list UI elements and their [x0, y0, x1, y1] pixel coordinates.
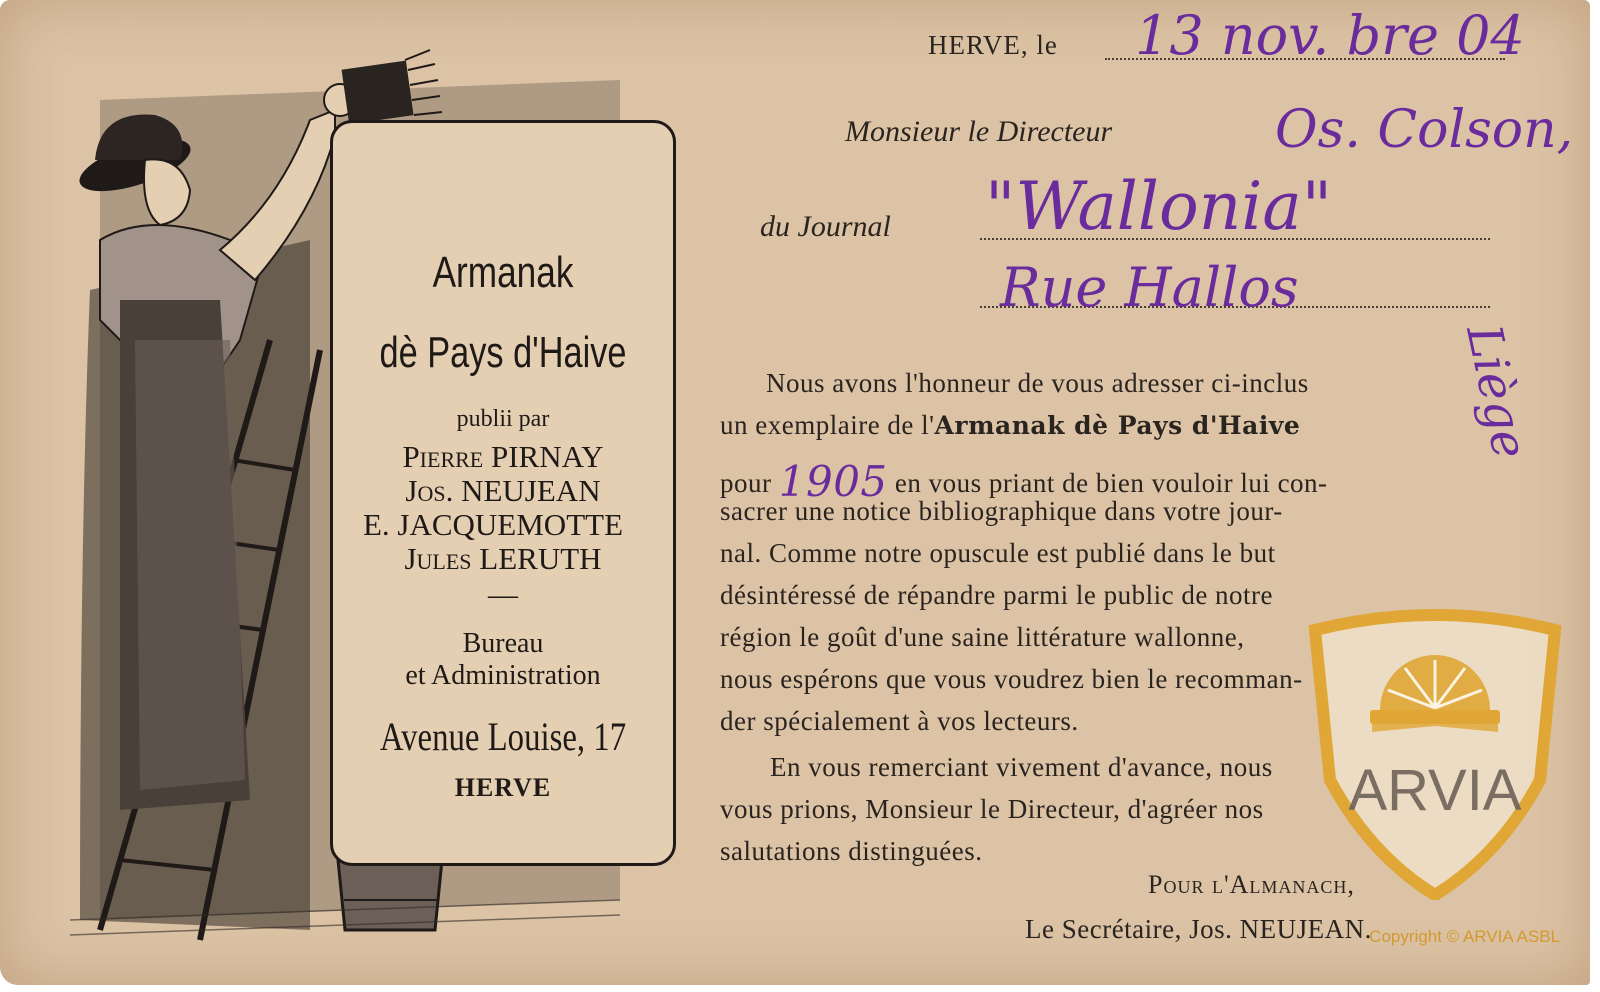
arvia-shield-logo — [1300, 600, 1570, 900]
recipient-title-label: Monsieur le Directeur — [845, 115, 1113, 148]
body-line — [720, 453, 1328, 506]
handwritten-recipient-name: Os. Colson, — [1275, 100, 1574, 160]
poster-title: Armanak — [432, 248, 574, 297]
poster-author: Jules LERUTH — [404, 541, 602, 576]
body-line-text: un exemplaire de l' — [720, 410, 935, 440]
handwritten-street: Rue Hallos — [1000, 256, 1299, 319]
poster-sheet — [330, 120, 676, 866]
journal-label: du Journal — [760, 210, 891, 243]
handwritten-journal-name: "Wallonia" — [985, 168, 1333, 245]
body-line: désintéressé de répandre parmi le public de notre — [720, 580, 1274, 610]
poster-subtitle: dè Pays d'Haive — [379, 328, 627, 377]
body-line: Nous avons l'honneur de vous adresser ci-inclus — [766, 368, 1309, 398]
poster-author: E. JACQUEMOTTE — [362, 507, 624, 542]
illustration-panel — [60, 40, 630, 960]
poster-office-line2: et Administration — [405, 660, 601, 691]
body-line: région le goût d'une saine littérature wallonne, — [720, 622, 1245, 652]
body-line-text: en vous priant de bien vouloir lui con- — [894, 468, 1328, 498]
body-line: nal. Comme notre opuscule est publié dans le but — [720, 538, 1276, 568]
body-line: vous prions, Monsieur le Directeur, d'agréer nos — [720, 794, 1264, 824]
poster-address: Avenue Louise, 17 — [379, 714, 627, 759]
poster-author: Pierre PIRNAY — [402, 439, 604, 474]
handwritten-year: 1905 — [778, 457, 888, 506]
poster-city: HERVE — [454, 773, 552, 802]
signature-line1: Pour l'Almanach, — [1148, 870, 1355, 899]
poster-office-line1: Bureau — [462, 628, 544, 659]
handwritten-date: 13 nov. bre 04 — [1135, 4, 1525, 67]
body-line-text: pour — [720, 468, 772, 498]
body-line: nous espérons que vous voudrez bien le recomman- — [720, 664, 1303, 694]
almanac-name: Armanak dè Pays d'Haive — [934, 411, 1301, 440]
body-line: der spécialement à vos lecteurs. — [720, 706, 1079, 736]
place-label: HERVE, le — [928, 30, 1058, 60]
handwritten-city: Liège — [1455, 320, 1539, 464]
poster-separator: — — [488, 578, 518, 611]
poster-author: Jos. NEUJEAN — [405, 473, 601, 508]
body-line: En vous remerciant vivement d'avance, nous — [770, 752, 1273, 782]
body-line: salutations distinguées. — [720, 836, 983, 866]
body-line: sacrer une notice bibliographique dans votre jour- — [720, 496, 1283, 526]
copyright-notice: Copyright © ARVIA ASBL — [1369, 927, 1560, 946]
poster-published-by: publii par — [456, 406, 550, 432]
arvia-logo-text: ARVIA — [1348, 758, 1522, 823]
body-line — [720, 410, 1300, 441]
signature-line2: Le Secrétaire, Jos. NEUJEAN. — [1025, 914, 1372, 944]
